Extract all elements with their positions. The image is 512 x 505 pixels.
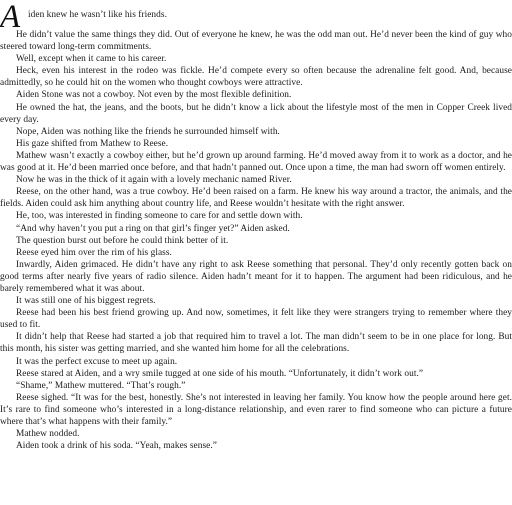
- paragraph: Heck, even his interest in the rodeo was fickle. He’d compete every so often because the adrenaline felt good. And, because admittedly, so he could hit on the women who thought cowboys were attractive.: [0, 66, 512, 89]
- paragraph: Nope, Aiden was nothing like the friends he surrounded himself with.: [16, 126, 280, 137]
- paragraph: Reese sighed. “It was for the best, honestly. She’s not interested in leaving her family. You know how the people around here get. It’s rare to find someone who’s interested in a long-distance relationship, and even rarer to find someone who can picture a future where that’s what happens with their family.”: [0, 392, 512, 427]
- paragraph: Mathew nodded.: [16, 429, 80, 440]
- opening-line: [0, 0, 512, 35]
- paragraph: Inwardly, Aiden grimaced. He didn’t have any right to ask Reese something that personal. They’d only recently gotten back on good terms after nearly five years of radio silence. Aiden hadn’t meant for it to happen. The argument had been ridiculous, and he barely remembered what it was about.: [0, 259, 512, 294]
- paragraph: Aiden took a drink of his soda. “Yeah, makes sense.”: [16, 441, 217, 452]
- opening-text: iden knew he wasn’t like his friends.: [28, 10, 167, 20]
- body-text: [0, 29, 512, 452]
- paragraph: It was still one of his biggest regrets.: [16, 296, 156, 307]
- paragraph: He owned the hat, the jeans, and the boots, but he didn’t know a lick about the lifestyle most of the men in Copper Creek lived every day.: [0, 102, 512, 125]
- paragraph: Aiden Stone was not a cowboy. Not even by the most flexible definition.: [16, 90, 292, 101]
- paragraph: “And why haven’t you put a ring on that girl’s finger yet?” Aiden asked.: [16, 223, 290, 234]
- paragraph: It didn’t help that Reese had started a job that required him to travel a lot. The man didn’t seem to be in one place for long. But this month, his sister was getting married, and she wanted him home for all the celebrations.: [0, 332, 512, 355]
- paragraph: Reese had been his best friend growing up. And now, sometimes, it felt like they were strangers trying to remember where they used to fit.: [0, 308, 512, 331]
- paragraph: The question burst out before he could think better of it.: [16, 235, 229, 246]
- paragraph: Well, except when it came to his career.: [16, 54, 167, 65]
- paragraph: “Shame,” Mathew muttered. “That’s rough.”: [16, 380, 186, 391]
- paragraph: Reese eyed him over the rim of his glass.: [16, 247, 172, 258]
- drop-cap: A: [0, 0, 21, 35]
- paragraph: He, too, was interested in finding someone to care for and settle down with.: [16, 211, 303, 222]
- paragraph: Reese stared at Aiden, and a wry smile tugged at one side of his mouth. “Unfortunately, it didn’t work out.”: [16, 368, 424, 379]
- paragraph: Reese, on the other hand, was a true cowboy. He’d been raised on a farm. He knew his way around a tractor, the animals, and the fields. Aiden could ask him anything about country life, and Reese wouldn’t hesitate with the right answer.: [0, 187, 512, 210]
- paragraph: Mathew wasn’t exactly a cowboy either, but he’d grown up around farming. He’d moved away from it to work as a doctor, and he was good at it. He’d been married once before, and that hadn’t panned out. Once upon a time, the man had sworn off women entirely.: [0, 150, 512, 174]
- paragraph: He didn’t value the same things they did. Out of everyone he knew, he was the odd man out. He’d never been the kind of guy who steered toward long-term commitments.: [0, 30, 512, 53]
- paragraph: Now he was in the thick of it again with a lovely mechanic named River.: [16, 175, 292, 186]
- paragraph: It was the perfect excuse to meet up again.: [16, 356, 178, 367]
- paragraph: His gaze shifted from Mathew to Reese.: [16, 138, 169, 149]
